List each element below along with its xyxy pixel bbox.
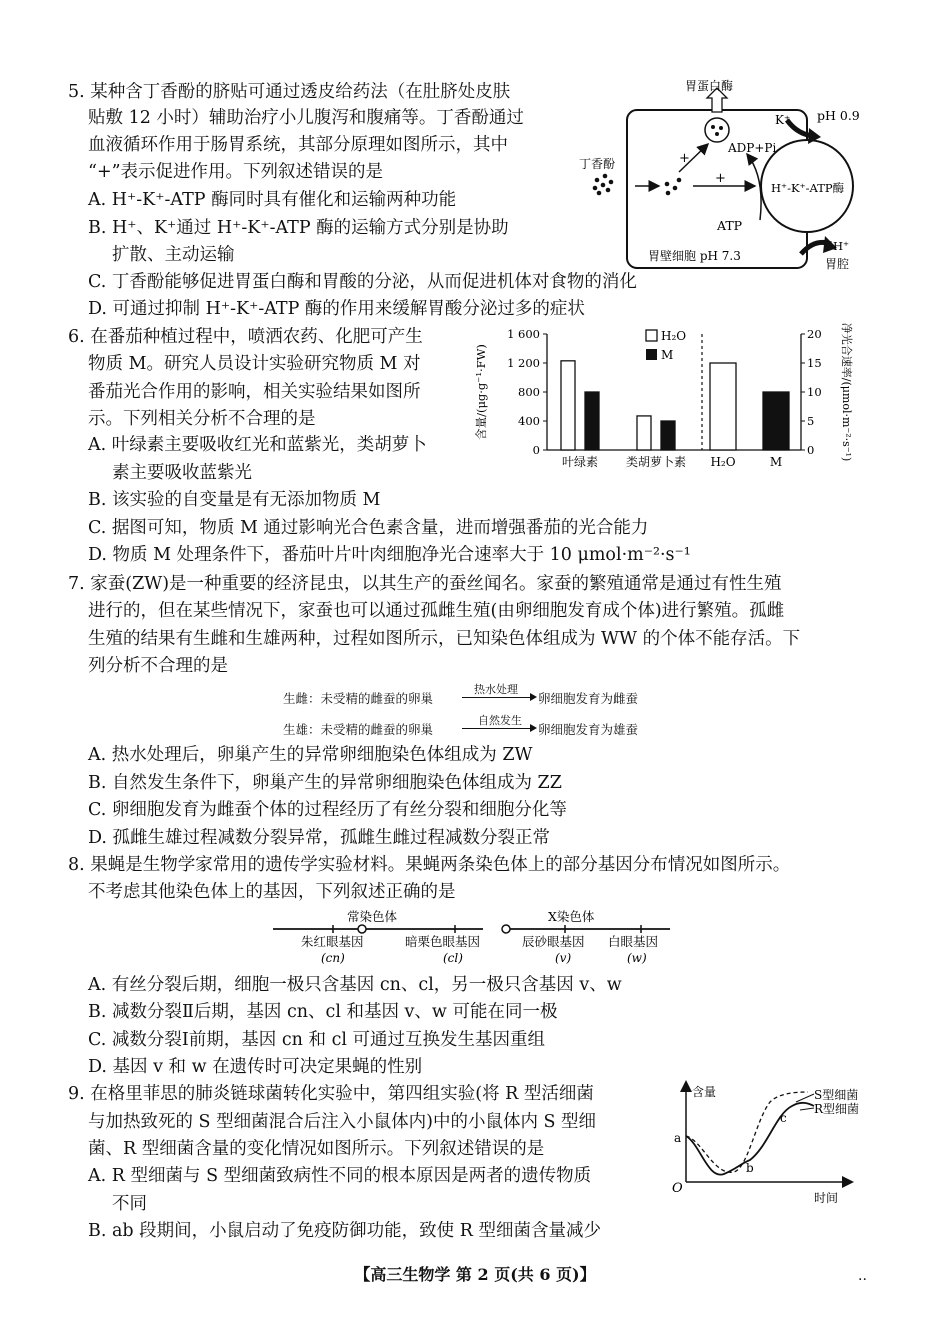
q5-option-c: C. 丁香酚能够促进胃蛋白酶和胃酸的分泌，从而促进机体对食物的消化 [88, 272, 637, 292]
q9-option-a-cont: 不同 [112, 1194, 147, 1214]
rate-category-label: M [769, 455, 783, 469]
q5-option-a: A. H⁺-K⁺-ATP 酶同时具有催化和运输两种功能 [88, 190, 457, 210]
right-tick-label: 15 [807, 356, 822, 370]
q6-line: 物质 M。研究人员设计实验研究物质 M 对 [88, 354, 421, 374]
eugenol-inside [665, 178, 682, 196]
category-label: 叶绿素 [561, 455, 599, 469]
adp-label: ADP+Pi [728, 141, 777, 155]
gene-v-label: 辰砂眼基因 [522, 934, 585, 949]
x-centromere [502, 925, 510, 933]
flow1-left: 生雌：未受精的雌蚕的卵巢 [283, 691, 434, 706]
s-curve-label: S型细菌 [814, 1088, 859, 1102]
right-tick-label: 0 [807, 443, 815, 457]
flow2-condition: 自然发生 [478, 714, 522, 727]
q8-option-d: D. 基因 v 和 w 在遗传时可决定果蝇的性别 [88, 1057, 423, 1077]
q6-line: 番茄光合作用的影响，相关实验结果如图所 [88, 382, 421, 402]
q7-line: 生殖的结果有生雌和生雄两种，过程如图所示，已知染色体组成为 WW 的个体不能存活。下 [88, 629, 801, 649]
autosome-title: 常染色体 [347, 909, 398, 924]
q6-chart [465, 322, 885, 482]
left-tick-label: 1 600 [507, 327, 540, 341]
q6-option-d: D. 物质 M 处理条件下，番茄叶片叶肉细胞净光合速率大于 10 μmol·m⁻²·s⁻¹ [88, 545, 691, 565]
q5-line: 5. 某种含丁香酚的脐贴可通过透皮给药法（在肚脐处皮肤 [68, 82, 511, 102]
flow1-right: 卵细胞发育为雌蚕 [538, 691, 639, 706]
legend-label-m: M [661, 348, 674, 362]
q8-option-a: A. 有丝分裂后期，细胞一极只含基因 cn、cl，另一极只含基因 v、w [88, 975, 622, 995]
q6-option-a-cont: 素主要吸收蓝紫光 [112, 463, 252, 483]
q8-line: 不考虑其他染色体上的基因，下列叙述正确的是 [88, 882, 456, 902]
r-curve-label: R型细菌 [814, 1102, 860, 1116]
q6-option-a: A. 叶绿素主要吸收红光和蓝紫光，类胡萝卜 [88, 435, 427, 455]
flow1-arrowhead [530, 693, 537, 701]
plus-sign: + [679, 151, 690, 166]
left-tick-label: 800 [518, 385, 540, 399]
legend-swatch-m [646, 349, 657, 360]
q7-option-c: C. 卵细胞发育为雌蚕个体的过程经历了有丝分裂和细胞分化等 [88, 800, 567, 820]
eugenol-molecules [593, 174, 614, 196]
ph-outside-label: pH 0.9 [817, 108, 860, 123]
q8-line: 8. 果蝇是生物学家常用的遗传学实验材料。果蝇两条染色体上的部分基因分布情况如图所示。 [68, 855, 791, 875]
q7-option-d: D. 孤雌生雄过程减数分裂异常，孤雌生雌过程减数分裂正常 [88, 828, 551, 848]
q5-option-b-cont: 扩散、主动运输 [112, 245, 235, 265]
gene-w-symbol: (w) [627, 951, 647, 965]
origin-label: O [672, 1181, 683, 1196]
x-chromosome-title: X染色体 [548, 909, 595, 924]
category-label: 类胡萝卜素 [625, 455, 687, 469]
bar-m-1 [661, 421, 675, 450]
gene-cl-symbol: (cl) [443, 951, 463, 965]
q7-option-b: B. 自然发生条件下，卵巢产生的异常卵细胞染色体组成为 ZZ [88, 773, 562, 793]
bar-m-0 [585, 392, 599, 450]
x-axis-label: 时间 [814, 1191, 839, 1205]
gene-v-symbol: (v) [555, 951, 572, 965]
eugenol-label: 丁香酚 [579, 157, 616, 171]
chart-ylabel-right: 净光合速率/(μmol·m⁻²·s⁻¹) [840, 322, 853, 462]
chart-ylabel-left: 含量/(μg·g⁻¹·FW) [474, 344, 488, 440]
point-a: a [674, 1131, 682, 1145]
flow2-right: 卵细胞发育为雄蚕 [538, 722, 639, 737]
q5-line: “+”表示促进作用。下列叙述错误的是 [88, 162, 384, 182]
flow2-left: 生雄：未受精的雌蚕的卵巢 [283, 722, 434, 737]
point-b: b [746, 1161, 754, 1175]
bar-h2o-1 [637, 416, 651, 450]
gene-w-label: 白眼基因 [608, 934, 659, 949]
q5-diagram [575, 72, 895, 277]
q7-option-a: A. 热水处理后，卵巢产生的异常卵细胞染色体组成为 ZW [88, 745, 533, 765]
left-tick-label: 0 [532, 443, 540, 457]
gene-cn-symbol: (cn) [321, 951, 345, 965]
q9-growth-graph [668, 1080, 888, 1205]
cell-label: 胃壁细胞 pH 7.3 [648, 249, 741, 263]
pepsin-vesicle [705, 118, 729, 142]
q5-option-b: B. H⁺、K⁺通过 H⁺-K⁺-ATP 酶的运输方式分别是协助 [88, 218, 509, 238]
q5-option-d: D. 可通过抑制 H⁺-K⁺-ATP 酶的作用来缓解胃酸分泌过多的症状 [88, 299, 585, 319]
flow1-arrow [462, 697, 534, 698]
q5-line: 贴敷 12 小时）辅助治疗小儿腹泻和腹痛等。丁香酚通过 [88, 108, 524, 128]
q6-option-b: B. 该实验的自变量是有无添加物质 M [88, 490, 381, 510]
q8-chromosome-map [265, 905, 685, 971]
left-tick-label: 1 200 [507, 356, 540, 370]
k-label: K⁺ [775, 113, 791, 127]
gene-cn-label: 朱红眼基因 [301, 934, 364, 949]
lumen-label: 胃腔 [825, 257, 850, 271]
point-c: c [780, 1111, 787, 1125]
q9-line: 9. 在格里菲思的肺炎链球菌转化实验中，第四组实验(将 R 型活细菌 [68, 1084, 594, 1104]
y-axis-label: 含量 [692, 1085, 717, 1099]
h-label: H⁺ [833, 239, 850, 253]
q7-line: 列分析不合理的是 [88, 656, 228, 676]
q9-line: 与加热致死的 S 型细菌混合后注入小鼠体内)中的小鼠体内 S 型细 [88, 1112, 597, 1132]
q9-option-b: B. ab 段期间，小鼠启动了免疫防御功能，致使 R 型细菌含量减少 [88, 1221, 601, 1241]
plus-sign: + [715, 171, 726, 186]
right-tick-label: 5 [807, 414, 815, 428]
atp-label: ATP [717, 218, 743, 233]
q8-option-c: C. 减数分裂Ⅰ前期，基因 cn 和 cl 可通过互换发生基因重组 [88, 1030, 546, 1050]
gene-cl-label: 暗栗色眼基因 [405, 934, 481, 949]
q9-line: 菌、R 型细菌含量的变化情况如图所示。下列叙述错误的是 [88, 1139, 545, 1159]
q5-line: 血液循环作用于肠胃系统，其部分原理如图所示，其中 [88, 135, 508, 155]
enzyme-label: H⁺-K⁺-ATP酶 [771, 181, 845, 195]
q7-line: 7. 家蚕(ZW)是一种重要的经济昆虫，以其生产的蚕丝闻名。家蚕的繁殖通常是通过有性生殖 [68, 574, 782, 594]
flow1-condition: 热水处理 [474, 683, 518, 696]
q8-option-b: B. 减数分裂Ⅱ后期，基因 cn、cl 和基因 v、w 可能在同一极 [88, 1002, 558, 1022]
flow2-arrow [462, 728, 534, 729]
bar-h2o-0 [561, 361, 575, 450]
right-tick-label: 20 [807, 327, 822, 341]
autosome-centromere [358, 925, 366, 933]
q6-line: 示。下列相关分析不合理的是 [88, 409, 316, 429]
right-tick-label: 10 [807, 385, 822, 399]
left-tick-label: 400 [518, 414, 540, 428]
q6-option-c: C. 据图可知，物质 M 通过影响光合色素含量，进而增强番茄的光合能力 [88, 518, 649, 538]
flow2-arrowhead [530, 724, 537, 732]
legend-label-h2o: H₂O [661, 329, 687, 343]
rate-category-label: H₂O [710, 455, 736, 469]
legend-swatch-h2o [646, 330, 657, 341]
q6-line: 6. 在番茄种植过程中，喷洒农药、化肥可产生 [68, 327, 423, 347]
q7-line: 进行的，但在某些情况下，家蚕也可以通过孤雌生殖(由卵细胞发育成个体)进行繁殖。孤雌 [88, 601, 785, 621]
rate-bar-0 [710, 363, 736, 450]
q9-option-a: A. R 型细菌与 S 型细菌致病性不同的根本原因是两者的遗传物质 [88, 1166, 592, 1186]
corner-mark: .. [858, 1268, 867, 1284]
page-footer: 【高三生物学 第 2 页(共 6 页)】 [354, 1265, 596, 1284]
rate-bar-1 [763, 392, 789, 450]
pepsin-label: 胃蛋白酶 [685, 79, 734, 93]
